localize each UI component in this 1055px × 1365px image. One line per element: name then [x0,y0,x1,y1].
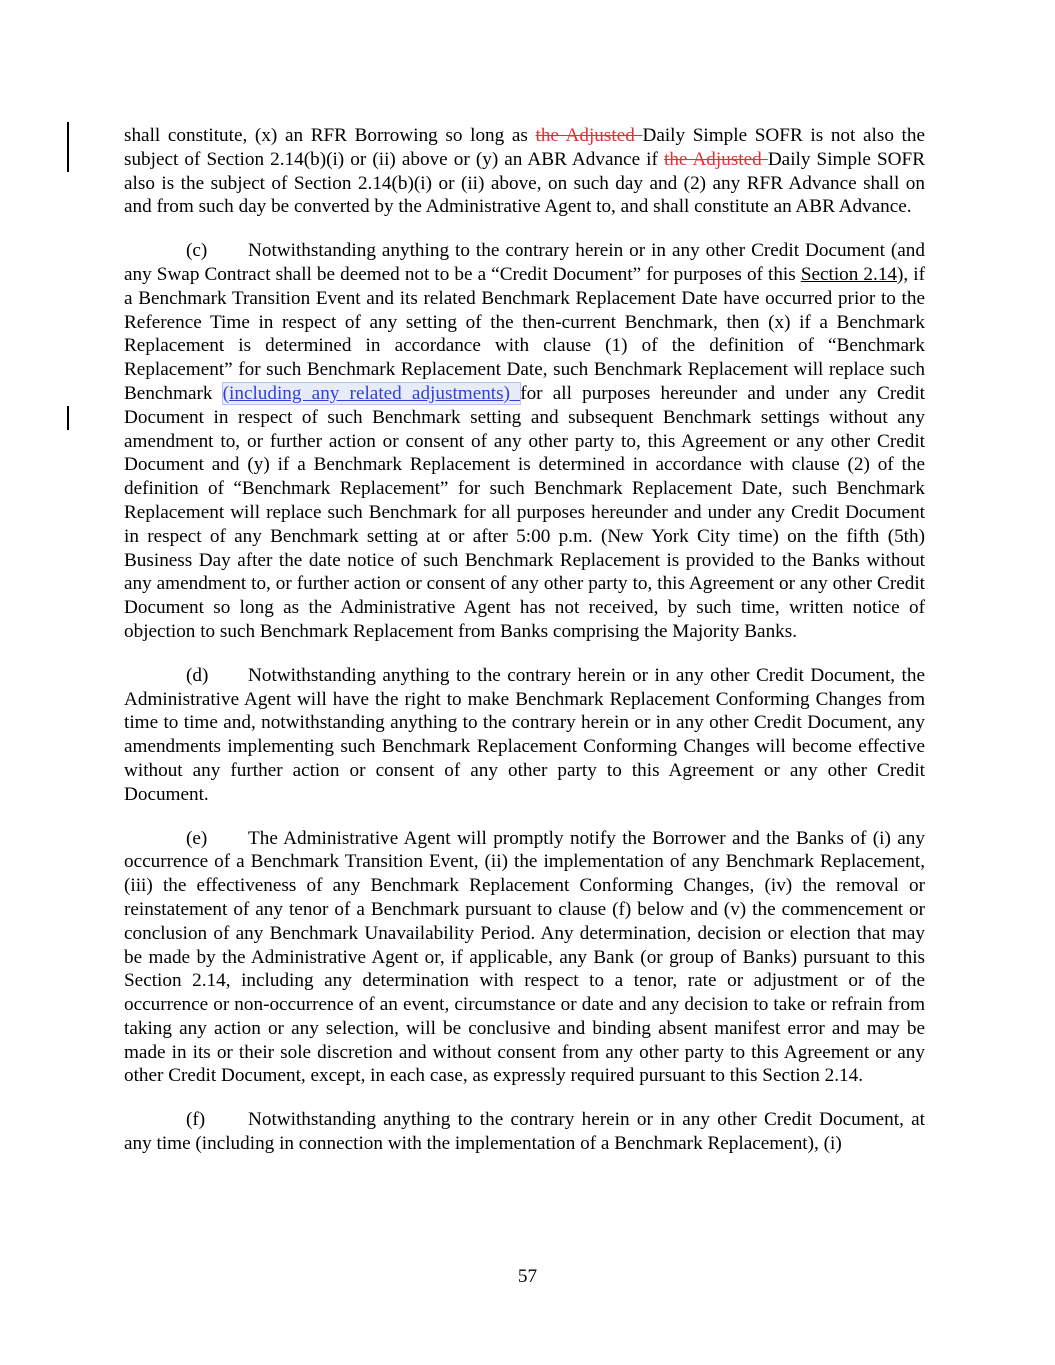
inserted-text-link[interactable]: (including any related adjustments) [222,382,521,404]
paragraph-c [124,239,925,644]
paragraph-label: (d) [186,664,209,686]
paragraph-label: (e) [186,827,208,849]
text-run: Notwithstanding anything to the contrary herein or in any other Credit Document, the Administrative Agent will have the right to make Benchmark Replacement Conforming Changes from time to time and, notwithstanding anything to the contrary herein or in any other Credit Document, any amendments implementing such Benchmark Replacement Conforming Changes will become effective without any further action or consent of any other party to this Agreement or any other Credit Document. [124,664,925,805]
paragraph-continuation [124,124,925,219]
paragraph-d [124,664,925,807]
paragraph-e [124,827,925,1089]
text-run: for all purposes hereunder and under any Credit Document in respect of such Benchmark setting and subsequent Benchmark settings without any amendment to, or further action or consent of any other party to, this Agreement or any other Credit Document and (y) if a Benchmark Replacement is determined in accordance with clause (2) of the definition of “Benchmark Replacement” for such Benchmark Replacement Date, such Benchmark Replacement will replace such Benchmark for all purposes hereunder and under any Credit Document in respect of any Benchmark setting at or after 5:00 p.m. (New York City time) on the fifth (5th) Business Day after the date notice of such Benchmark Replacement is provided to the Banks without any amendment to, or further action or consent of any other party to, this Agreement or any other Credit Document so long as the Administrative Agent has not received, by such time, written notice of objection to such Benchmark Replacement from Banks comprising the Majority Banks. [124,382,925,642]
section-reference: Section 2.14 [800,263,898,285]
text-run: Daily Simple SOFR is not also the subject of Section 2.14(b)(i) or (ii) above or (y) an ABR Advance if [124,125,925,170]
text-run: ), if a Benchmark Transition Event and its related Benchmark Replacement Date have occurred prior to the Reference Time in respect of any setting of the then-current Benchmark, then (x) if a Benchmark Replacement is determined in accordance with clause (1) of the definition of “Benchmark Replacement” for such Benchmark Replacement Date, such Benchmark Replacement will replace such Benchmark [124,263,925,404]
text-run: Notwithstanding anything to the contrary herein or in any other Credit Document (and any Swap Contract shall be deemed not to be a “Credit Document” for purposes of this [124,240,925,285]
change-bar [67,406,69,430]
paragraph-label: (c) [186,240,208,262]
text-run: shall constitute, (x) an RFR Borrowing so long as [124,125,536,146]
change-bar [67,122,69,172]
document-page [124,124,925,1156]
paragraph-f [124,1108,925,1156]
deleted-text: the Adjusted [663,148,768,170]
page-number: 57 [517,1266,538,1287]
text-run: Notwithstanding anything to the contrary herein or in any other Credit Document, at any time (including in connection with the implementation of a Benchmark Replacement), (i) [124,1109,925,1155]
text-run: The Administrative Agent will promptly notify the Borrower and the Banks of (i) any occurrence of a Benchmark Transition Event, (ii) the implementation of any Benchmark Replacement, (iii) the effectiveness of any Benchmark Replacement Conforming Changes, (iv) the removal or reinstatement of any tenor of a Benchmark pursuant to clause (f) below and (v) the commencement or conclusion of any Benchmark Unavailability Period. Any determination, decision or election that may be made by the Administrative Agent or, if applicable, any Bank (or group of Banks) pursuant to this Section 2.14, including any determination with respect to a tenor, rate or adjustment or of the occurrence or non-occurrence of an event, circumstance or date and any decision to take or refrain from taking any action or any selection, will be conclusive and binding absent manifest error and may be made in its or their sole discretion and without consent from any other party to this Agreement or any other Credit Document, except, in each case, as expressly required pursuant to this Section 2.14. [124,827,925,1087]
paragraph-label: (f) [186,1109,206,1131]
text-run: Daily Simple SOFR also is the subject of Section 2.14(b)(i) or (ii) above, on such day and (2) any RFR Advance shall on and from such day be converted by the Administrative Agent to, and shall constitute an ABR Advance. [124,148,925,218]
deleted-text: the Adjusted [535,125,643,146]
